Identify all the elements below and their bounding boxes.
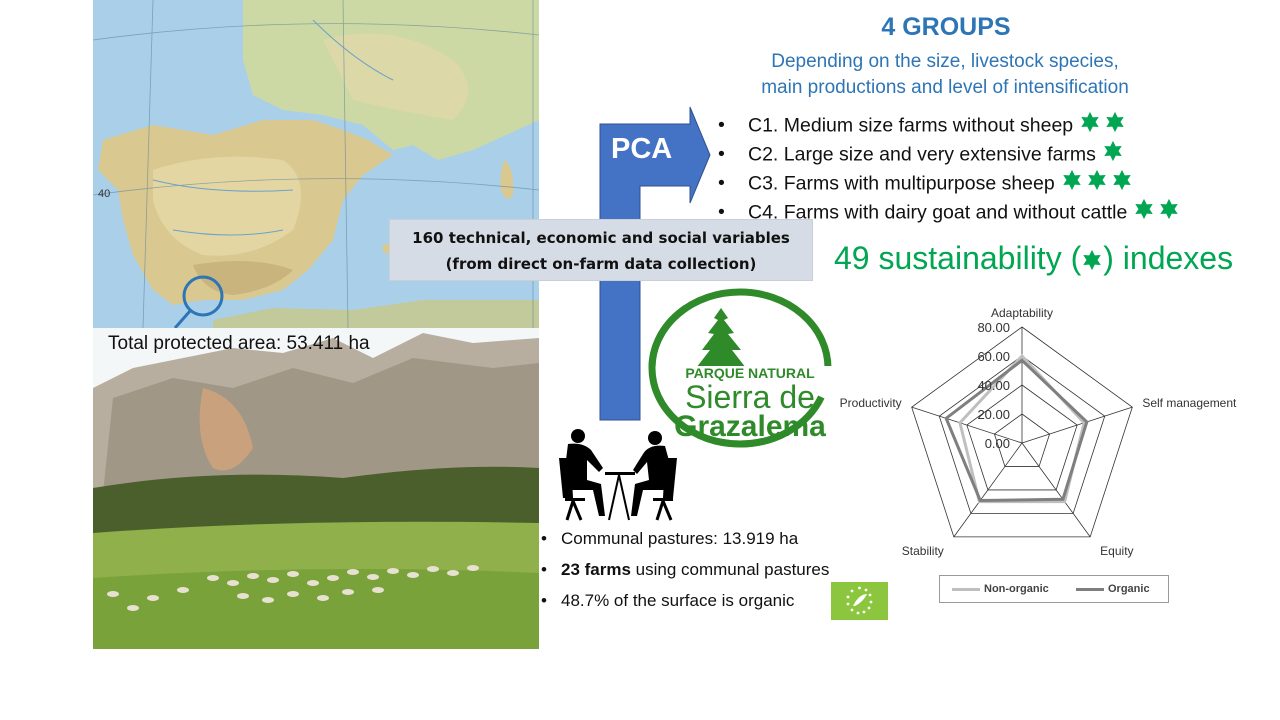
facts-list xyxy=(541,525,829,618)
bullet: • xyxy=(541,529,547,548)
star-rating xyxy=(1133,198,1183,229)
radar-tick-label: 0.00 xyxy=(984,436,1010,451)
group-item-text: C3. Farms with multipurpose sheep xyxy=(748,172,1055,195)
fact-communal-pastures: Communal pastures: 13.919 ha xyxy=(561,529,799,548)
legend-label: Organic xyxy=(1108,583,1150,595)
indexes-suffix: ) indexes xyxy=(1103,240,1234,276)
star-icon xyxy=(1102,140,1124,162)
indexes-prefix: 49 sustainability ( xyxy=(834,240,1082,276)
logo-line-3: Grazalema xyxy=(674,410,826,443)
legend-item-non-organic xyxy=(952,583,1049,595)
bullet: • xyxy=(541,591,547,610)
group-item xyxy=(718,198,1183,227)
groups-subtitle-line-1: Depending on the size, livestock species, xyxy=(771,51,1119,72)
star-icon xyxy=(1081,242,1103,279)
radar-axis-label: Productivity xyxy=(839,396,902,411)
star-icon xyxy=(1079,111,1101,133)
group-list xyxy=(718,111,1183,227)
radar-axis-labels xyxy=(840,306,1237,558)
group-item xyxy=(718,140,1183,169)
fact-item xyxy=(541,525,829,556)
variables-box xyxy=(389,219,813,281)
landscape-photo xyxy=(93,328,539,649)
legend-swatch xyxy=(1076,588,1104,591)
star-rating xyxy=(1079,111,1129,142)
star-rating xyxy=(1061,169,1136,200)
star-icon xyxy=(1111,169,1133,191)
park-logo xyxy=(646,288,834,448)
pca-label: PCA xyxy=(611,133,673,165)
eu-organic-logo-icon xyxy=(831,582,888,620)
fact-farms-rest: using communal pastures xyxy=(630,560,830,579)
latitude-label: 40 xyxy=(98,188,111,200)
chart-legend xyxy=(939,575,1169,603)
fact-organic: 48.7% of the surface is organic xyxy=(561,591,795,610)
star-rating xyxy=(1102,140,1127,171)
group-item xyxy=(718,169,1183,198)
interview-silhouette-icon xyxy=(553,428,693,523)
group-item xyxy=(718,111,1183,140)
sustainability-radar-chart xyxy=(839,300,1260,560)
fact-item xyxy=(541,587,829,618)
legend-item-organic xyxy=(1076,583,1150,595)
variables-line-2: (from direct on-farm data collection) xyxy=(445,255,757,273)
radar-axis-label: Stability xyxy=(901,543,944,558)
radar-tick-label: 20.00 xyxy=(977,407,1010,422)
indexes-heading xyxy=(834,240,1233,279)
bullet: • xyxy=(718,172,725,194)
bullet: • xyxy=(541,560,547,579)
bullet: • xyxy=(718,143,725,165)
bullet: • xyxy=(718,201,725,223)
group-item-text: C1. Medium size farms without sheep xyxy=(748,114,1074,137)
logo-line-2: Sierra de xyxy=(685,379,815,415)
star-icon xyxy=(1104,111,1126,133)
radar-series-organic xyxy=(946,360,1087,500)
radar-tick-label: 40.00 xyxy=(977,378,1010,393)
legend-label: Non-organic xyxy=(984,583,1049,595)
logo-line-1: PARQUE NATURAL xyxy=(685,365,815,381)
protected-area-label: Total protected area: 53.411 ha xyxy=(108,333,370,354)
fact-farms-count: 23 farms xyxy=(561,560,631,579)
variables-line-1: 160 technical, economic and social variables xyxy=(412,229,790,247)
fact-item xyxy=(541,556,829,587)
star-icon xyxy=(1158,198,1180,220)
radar-axis-label: Adaptability xyxy=(990,306,1054,320)
legend-swatch xyxy=(952,588,980,591)
radar-axis-label: Self management xyxy=(1142,396,1237,411)
groups-subtitle xyxy=(700,49,1190,101)
star-icon xyxy=(1061,169,1083,191)
radar-tick-label: 80.00 xyxy=(977,320,1010,335)
star-icon xyxy=(1133,198,1155,220)
groups-subtitle-line-2: main productions and level of intensification xyxy=(761,77,1129,98)
group-item-text: C2. Large size and very extensive farms xyxy=(748,143,1096,166)
star-icon xyxy=(1086,169,1108,191)
groups-title: 4 GROUPS xyxy=(881,13,1011,41)
bullet: • xyxy=(718,114,725,136)
group-item-text: C4. Farms with dairy goat and without cattle xyxy=(748,201,1128,224)
radar-tick-label: 60.00 xyxy=(977,349,1010,364)
radar-axis-label: Equity xyxy=(1100,543,1134,558)
